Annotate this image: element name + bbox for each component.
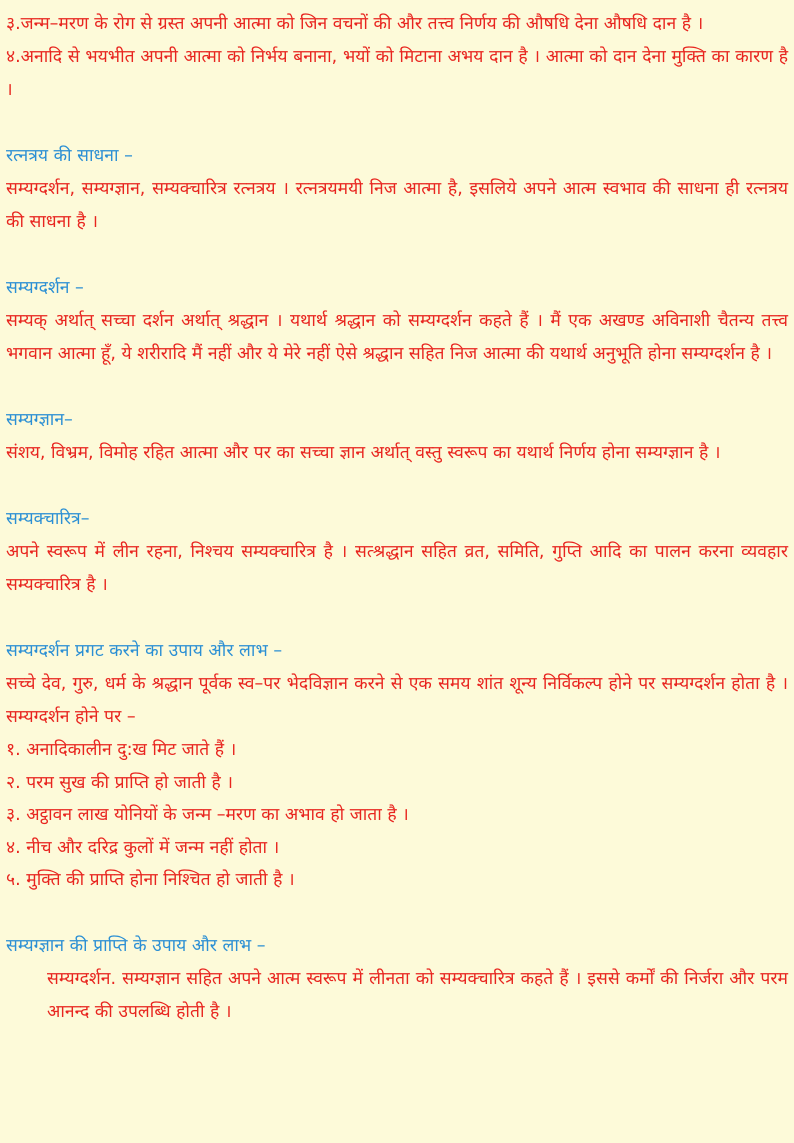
- list-item: ५. मुक्ति की प्राप्ति होना निश्चित हो जाती है ।: [6, 870, 295, 890]
- section-ratnatraya: [6, 140, 788, 239]
- intro-paragraph-4: ४.अनादि से भयभीत अपनी आत्मा को निर्भय बनाना, भयों को मिटाना अभय दान है । आत्मा को दान देना मुक्ति का कारण है ।: [6, 47, 788, 100]
- section-text: सम्यग्दर्शन, सम्यग्ज्ञान, सम्यक्चारित्र रत्नत्रय । रत्नत्रयमयी निज आत्मा है, इसलिये अपने आत्म स्वभाव की साधना ही रत्नत्रय की साधना है ।: [6, 179, 788, 232]
- section-text: सच्चे देव, गुरु, धर्म के श्रद्धान पूर्वक स्व–पर भेदविज्ञान करने से एक समय शांत शून्य निर्विकल्प होने पर सम्यग्दर्शन होता है । सम्यग्दर्शन होने पर –: [6, 674, 788, 727]
- section-heading: सम्यग्दर्शन प्रगट करने का उपाय और लाभ –: [6, 641, 283, 661]
- section-samyagjnan: [6, 404, 788, 470]
- section-heading: सम्यग्ज्ञान–: [6, 410, 73, 430]
- section-heading: रत्नत्रय की साधना –: [6, 146, 133, 166]
- section-text: सम्यग्दर्शन. सम्यग्ज्ञान सहित अपने आत्म स्वरूप में लीनता को सम्यक्चारित्र कहते हैं । इससे कर्मों की निर्जरा और परम आनन्द की उपलब्धि होती है ।: [47, 968, 788, 1022]
- section-heading: सम्यक्चारित्र–: [6, 509, 90, 529]
- section-samyagdarshan: [6, 272, 788, 371]
- section-heading: सम्यग्ज्ञान की प्राप्ति के उपाय और लाभ –: [6, 935, 266, 956]
- list-item: १. अनादिकालीन दु:ख मिट जाते हैं ।: [6, 740, 237, 760]
- section-upay: [6, 635, 788, 897]
- section-jnan-upay: [6, 930, 788, 1029]
- intro-paragraph-3: ३.जन्म–मरण के रोग से ग्रस्त अपनी आत्मा को जिन वचनों की और तत्त्व निर्णय की औषधि देना औषधि दान है ।: [6, 14, 704, 34]
- section-samyakcharitra: [6, 503, 788, 602]
- list-item: ३. अट्ठावन लाख योनियों के जन्म –मरण का अभाव हो जाता है ।: [6, 805, 409, 825]
- list-item: ४. नीच और दरिद्र कुलों में जन्म नहीं होता ।: [6, 837, 280, 858]
- section-heading: सम्यग्दर्शन –: [6, 278, 84, 298]
- list-item: २. परम सुख की प्राप्ति हो जाती है ।: [6, 772, 234, 793]
- section-text: अपने स्वरूप में लीन रहना, निश्चय सम्यक्चारित्र है । सत्श्रद्धान सहित व्रत, समिति, गुप्ति आदि का पालन करना व्यवहार सम्यक्चारित्र है ।: [6, 542, 788, 595]
- section-text: सम्यक् अर्थात् सच्चा दर्शन अर्थात् श्रद्धान । यथार्थ श्रद्धान को सम्यग्दर्शन कहते हैं । मैं एक अखण्ड अविनाशी चैतन्य तत्त्व भगवान आत्मा हूँ, ये शरीरादि मैं नहीं और ये मेरे नहीं ऐसे श्रद्धान सहित निज आत्मा की यथार्थ अनुभूति होना सम्यग्दर्शन है ।: [6, 311, 788, 364]
- section-text: संशय, विभ्रम, विमोह रहित आत्मा और पर का सच्चा ज्ञान अर्थात् वस्तु स्वरूप का यथार्थ निर्णय होना सम्यग्ज्ञान है ।: [6, 443, 721, 463]
